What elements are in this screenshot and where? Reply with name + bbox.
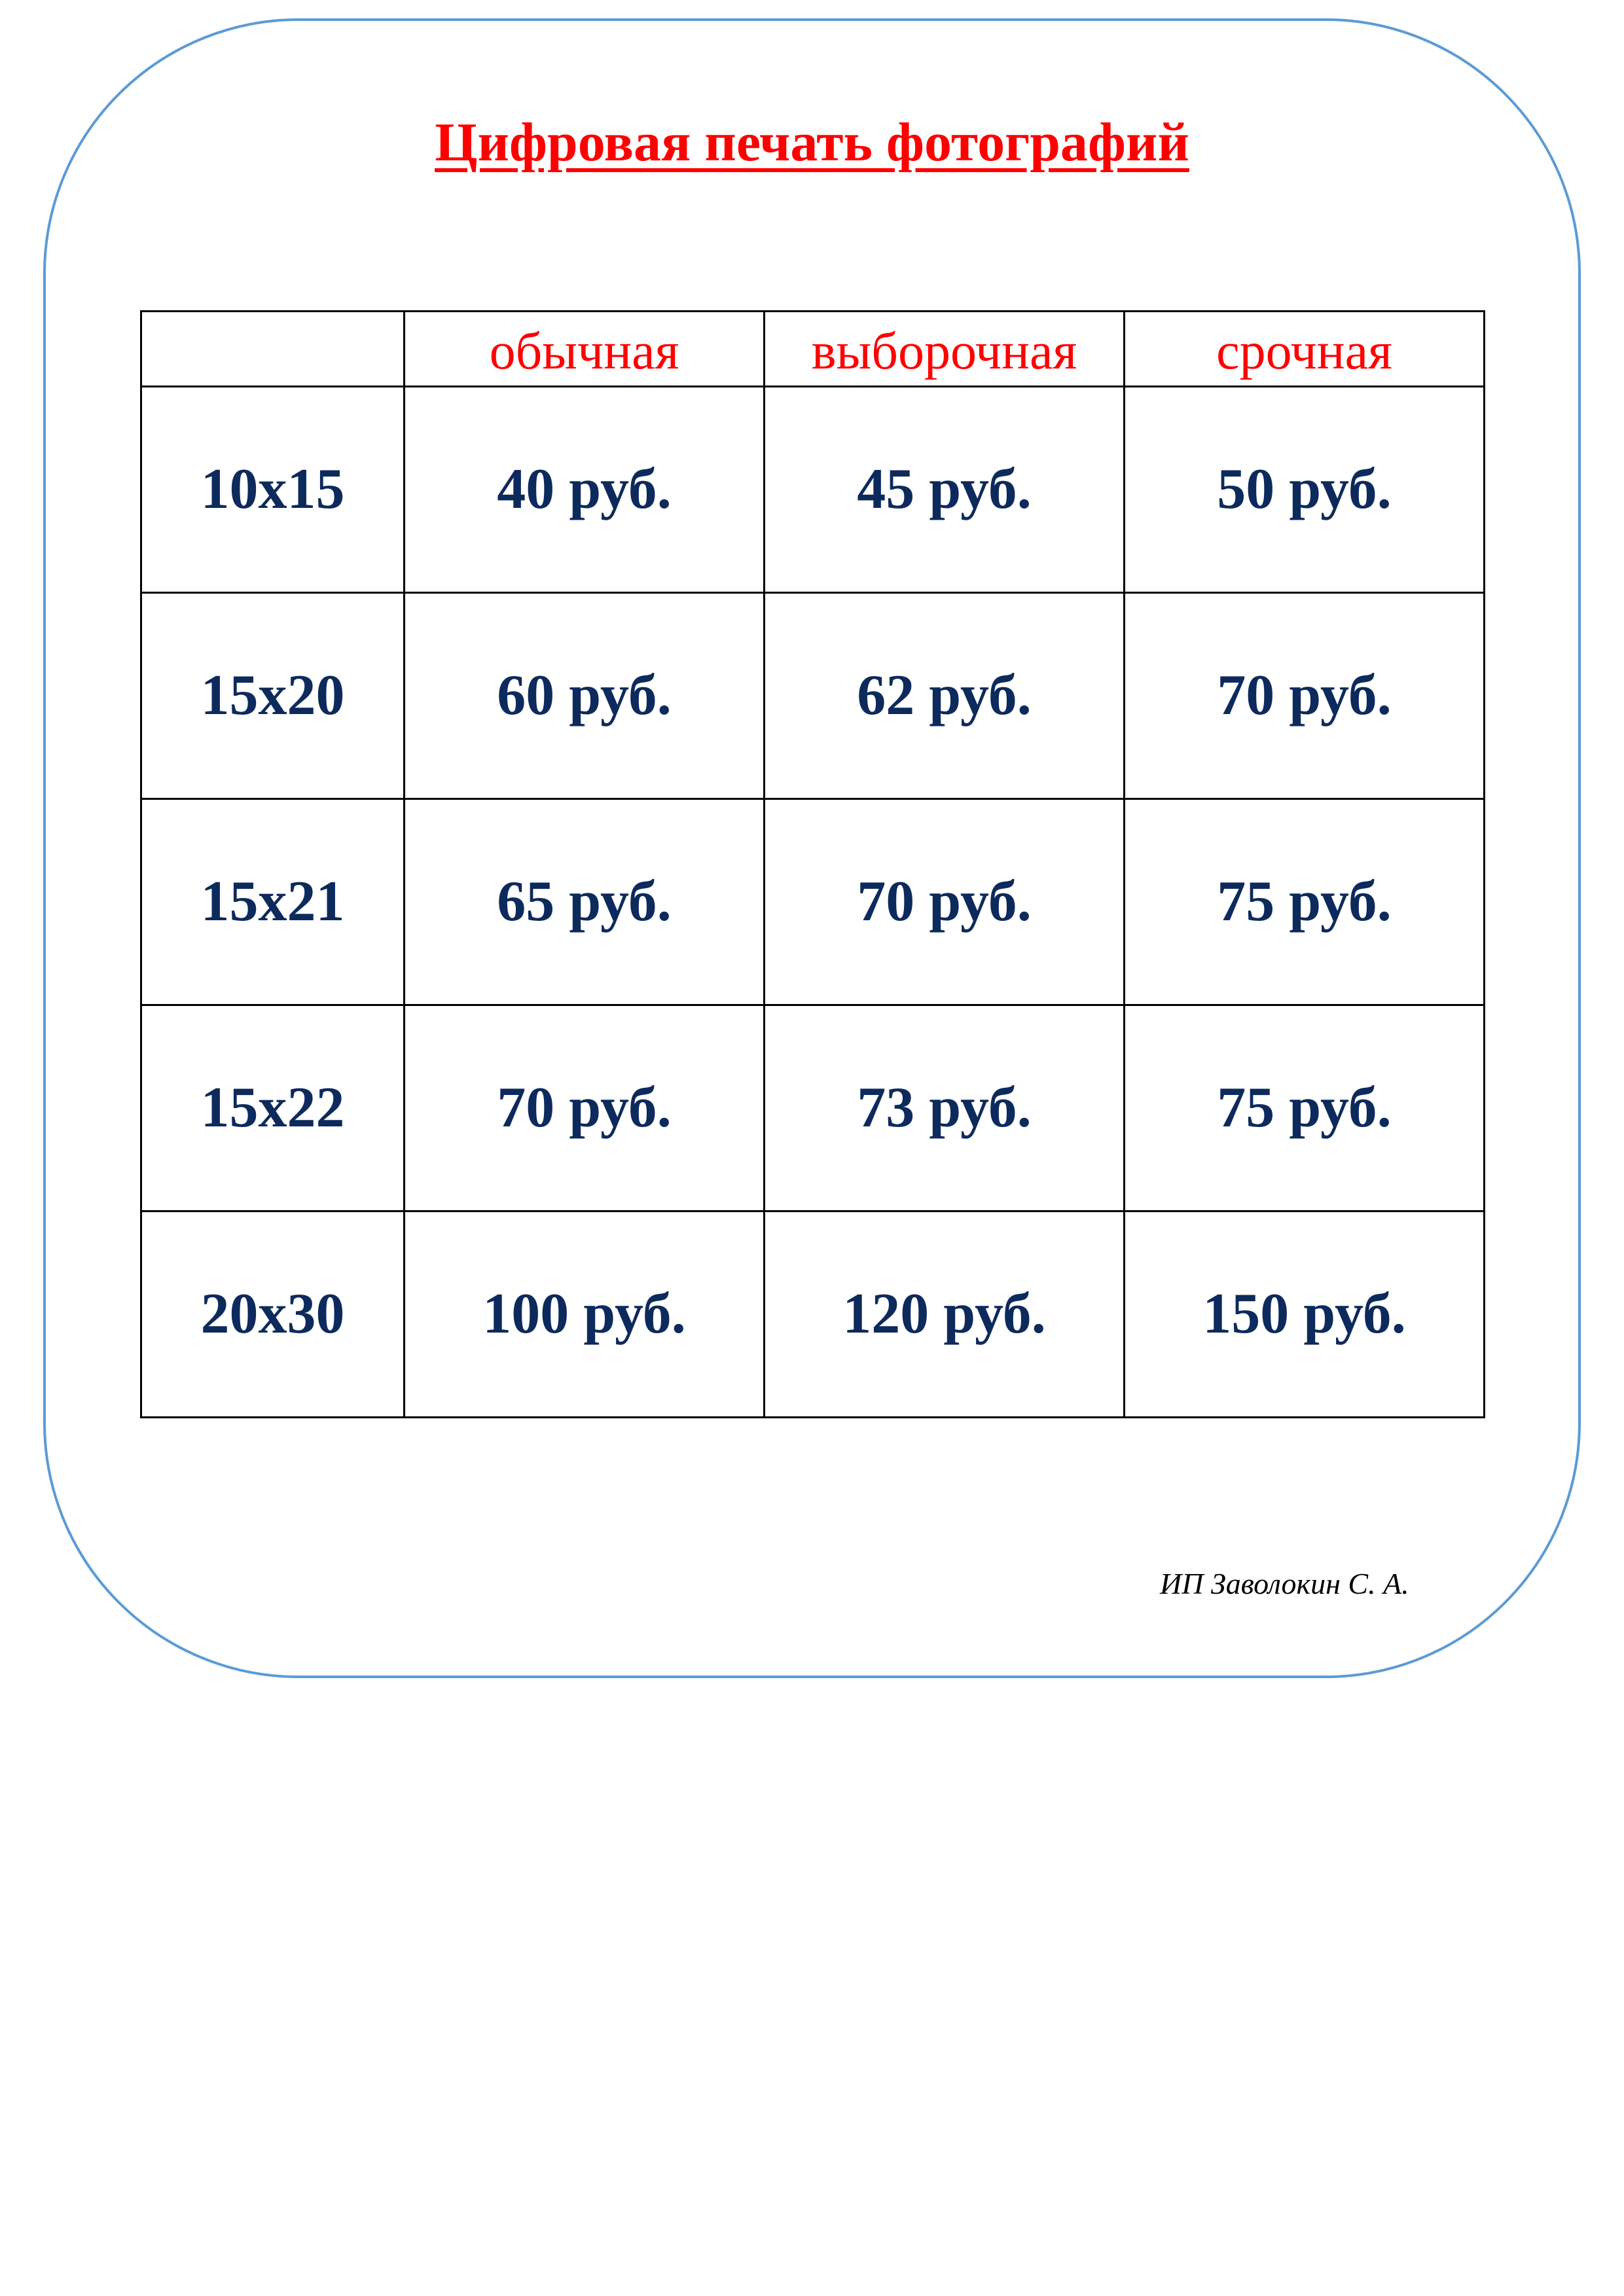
- price-cell-regular: 65 руб.: [405, 799, 765, 1005]
- price-cell-selective: 45 руб.: [765, 387, 1125, 593]
- header-cell-empty: [141, 312, 405, 387]
- size-cell: 15х22: [141, 1005, 405, 1211]
- table-header-row: [141, 312, 1485, 387]
- size-cell: 20х30: [141, 1211, 405, 1418]
- header-cell-regular: обычная: [405, 312, 765, 387]
- signature: ИП Заволокин С. А.: [1160, 1567, 1409, 1600]
- price-cell-urgent: 50 руб.: [1125, 387, 1485, 593]
- size-cell: 15х20: [141, 593, 405, 799]
- price-cell-regular: 60 руб.: [405, 593, 765, 799]
- price-cell-urgent: 70 руб.: [1125, 593, 1485, 799]
- table-row: [141, 799, 1485, 1005]
- price-cell-selective: 62 руб.: [765, 593, 1125, 799]
- price-cell-regular: 40 руб.: [405, 387, 765, 593]
- price-cell-regular: 70 руб.: [405, 1005, 765, 1211]
- table-row: [141, 1005, 1485, 1211]
- header-cell-selective: выборочная: [765, 312, 1125, 387]
- price-cell-selective: 120 руб.: [765, 1211, 1125, 1418]
- price-cell-urgent: 75 руб.: [1125, 1005, 1485, 1211]
- table-row: [141, 593, 1485, 799]
- size-cell: 15х21: [141, 799, 405, 1005]
- header-cell-urgent: срочная: [1125, 312, 1485, 387]
- price-table: [140, 310, 1485, 1418]
- price-cell-selective: 73 руб.: [765, 1005, 1125, 1211]
- price-cell-urgent: 150 руб.: [1125, 1211, 1485, 1418]
- price-cell-urgent: 75 руб.: [1125, 799, 1485, 1005]
- size-cell: 10х15: [141, 387, 405, 593]
- page-title: Цифровая печать фотографий: [435, 112, 1189, 173]
- price-cell-regular: 100 руб.: [405, 1211, 765, 1418]
- price-cell-selective: 70 руб.: [765, 799, 1125, 1005]
- table-row: [141, 1211, 1485, 1418]
- table-row: [141, 387, 1485, 593]
